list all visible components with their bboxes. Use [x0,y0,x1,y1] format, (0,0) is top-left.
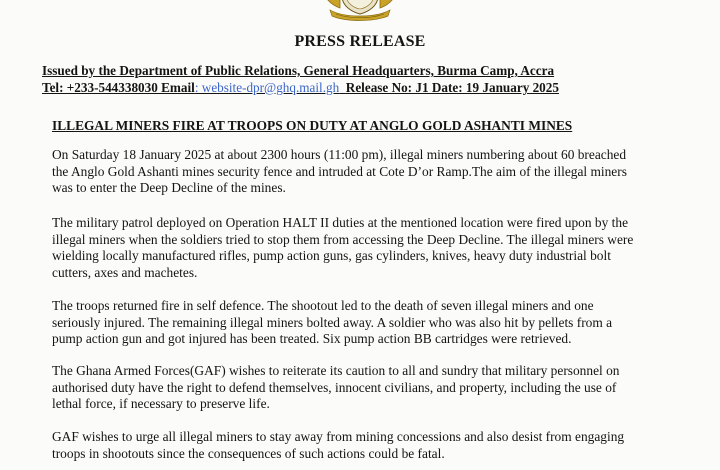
paragraph-5 [52,429,700,462]
release-spacer [339,80,346,95]
contact-line [42,80,559,96]
release-info: Release No: J1 Date: 19 January 2025 [345,80,559,95]
paragraph-line: seriously injured. The remaining illegal miners bolted away. A soldier who was also hit by pellets from a [52,314,613,330]
paragraph-line: authorised duty have the right to defend themselves, innocent civilians, and property, including the use of [52,379,617,395]
paragraph-line: The military patrol deployed on Operation HALT II duties at the mentioned location were fired upon by the [52,215,629,230]
paragraph-line: On Saturday 18 January 2025 at about 2300 hours (11:00 pm), illegal miners numbering about 60 breached [52,147,627,162]
paragraph-line: GAF wishes to urge all illegal miners to stay away from mining concessions and also desist from engaging [52,429,625,444]
paragraph-line: The troops returned fire in self defence. The shootout led to the death of seven illegal miners and one [52,298,594,313]
telephone-text: Tel: +233-544338030 Email [42,80,195,95]
paragraph-4 [52,363,700,413]
page-title: PRESS RELEASE [294,33,426,50]
paragraph-line: pump action gun and got injured has been treated. Six pump action BB cartridges were retrieved. [52,331,572,347]
paragraph-line: The Ghana Armed Forces(GAF) wishes to reiterate its caution to all and sundry that military personnel on [52,363,620,378]
paragraph-line: wielding locally manufactured rifles, pump action guns, gas cylinders, knives, heavy duty industrial bolt [52,248,611,264]
paragraph-line: the Anglo Gold Ashanti mines security fence and intruded at Cote D’or Ramp.The aim of the illegal miners [52,163,627,179]
paragraph-line: was to enter the Deep Decline of the mines. [52,180,286,196]
paragraph-3 [52,298,700,348]
email-link[interactable]: : website-dpr@ghq.mail.gh [194,80,340,95]
paragraph-line: illegal miners when the soldiers tried to stop them from accessing the Deep Decline. The illegal miners were [52,231,634,247]
paragraph-2 [52,215,700,281]
paragraph-line: troops in shootouts since the consequences of such actions could be fatal. [52,445,445,461]
paragraph-line: lethal force, if necessary to preserve life. [52,396,270,412]
issued-by-line: Issued by the Department of Public Relations, General Headquarters, Burma Camp, Accra [42,63,555,78]
paragraph-1 [52,147,700,197]
headline: ILLEGAL MINERS FIRE AT TROOPS ON DUTY AT ANGLO GOLD ASHANTI MINES [52,118,573,133]
coat-of-arms-icon [310,0,410,22]
paragraph-line: cutters, axes and machetes. [52,264,198,280]
